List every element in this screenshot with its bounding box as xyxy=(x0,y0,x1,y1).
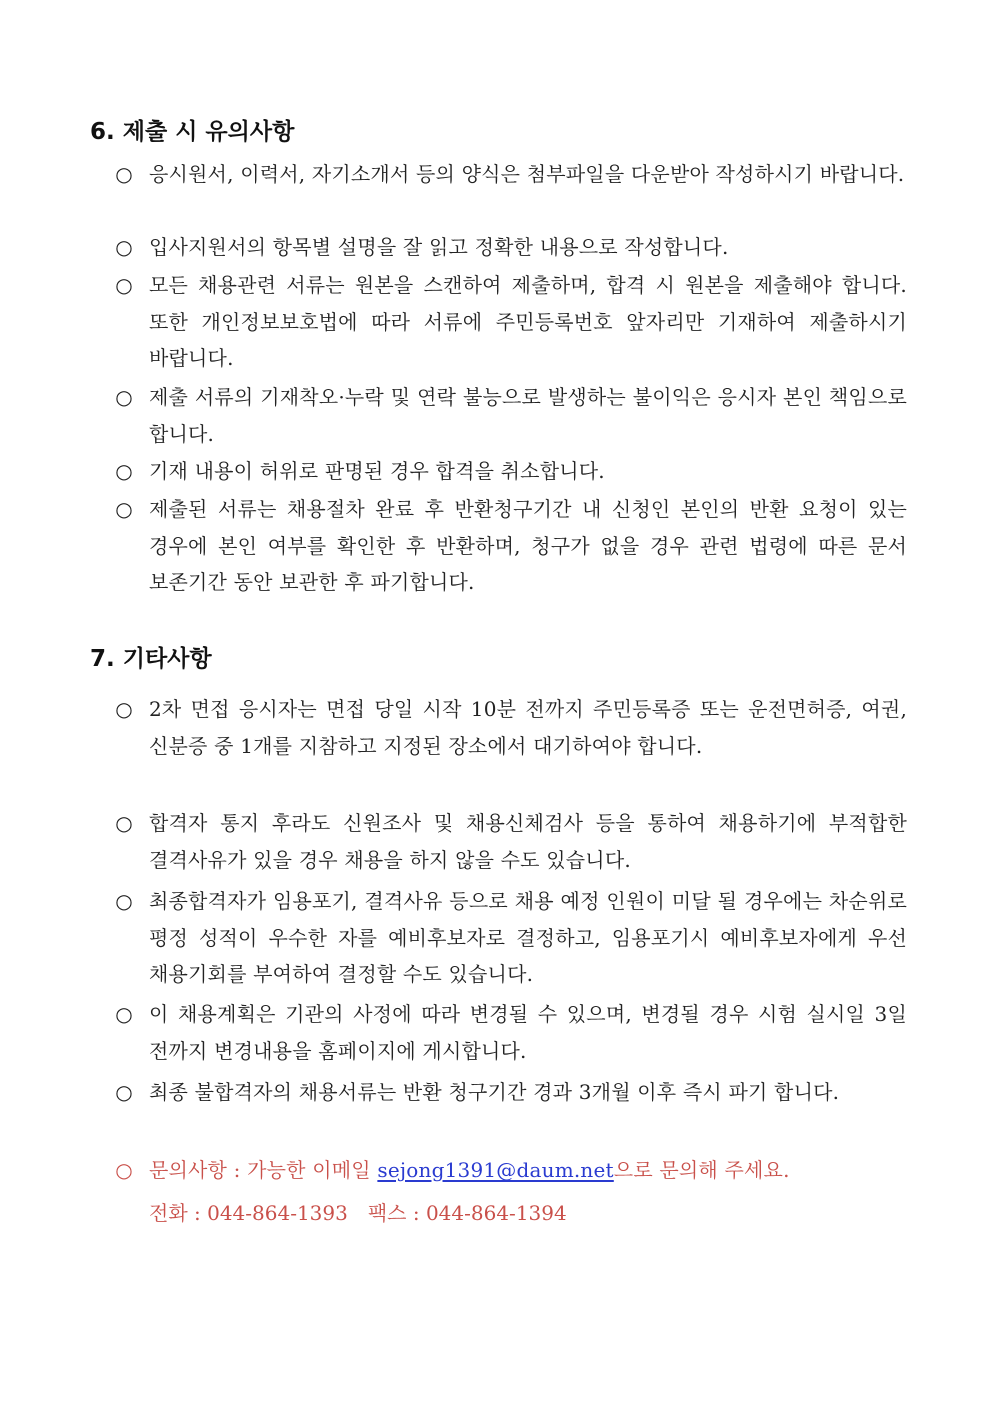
contact-line xyxy=(149,1152,907,1189)
contact-phone-fax xyxy=(149,1195,907,1231)
section-7-heading: 7. 기타사항 xyxy=(90,646,212,672)
list-item xyxy=(113,267,907,377)
list-item xyxy=(113,691,907,764)
list-item-text: 입사지원서의 항목별 설명을 잘 읽고 정확한 내용으로 작성합니다. xyxy=(149,235,729,259)
circle-bullet-icon: ○ xyxy=(115,697,133,721)
circle-bullet-icon: ○ xyxy=(115,385,133,409)
email-link[interactable]: sejong1391@daum.net xyxy=(377,1158,614,1182)
list-item xyxy=(113,156,907,193)
list-item-text: 최종합격자가 임용포기, 결격사유 등으로 채용 예정 인원이 미달 될 경우에는 차순위로 평정 성적이 우수한 자를 예비후보자로 결정하고, 임용포기시 예비후보자에게 우선 채용기회를 부여하여 결정할 수도 있습니다. xyxy=(149,889,907,986)
list-item-text: 합격자 통지 후라도 신원조사 및 채용신체검사 등을 통하여 채용하기에 부적합한 결격사유가 있을 경우 채용을 하지 않을 수도 있습니다. xyxy=(149,811,907,872)
circle-bullet-icon: ○ xyxy=(115,497,133,521)
contact-info xyxy=(113,1152,907,1231)
list-item-text: 최종 불합격자의 채용서류는 반환 청구기간 경과 3개월 이후 즉시 파기 합니다. xyxy=(149,1080,840,1104)
list-item-text: 모든 채용관련 서류는 원본을 스캔하여 제출하며, 합격 시 원본을 제출해야 합니다. 또한 개인정보보호법에 따라 서류에 주민등록번호 앞자리만 기재하여 제출하시기 바랍니다. xyxy=(149,273,907,370)
list-item xyxy=(113,883,907,993)
circle-bullet-icon: ○ xyxy=(115,1080,133,1104)
list-item-text: 2차 면접 응시자는 면접 당일 시작 10분 전까지 주민등록증 또는 운전면허증, 여권, 신분증 중 1개를 지참하고 지정된 장소에서 대기하여야 합니다. xyxy=(149,697,907,758)
circle-bullet-icon: ○ xyxy=(115,1002,133,1026)
list-item-text: 기재 내용이 허위로 판명된 경우 합격을 취소합니다. xyxy=(149,459,605,483)
section-6-heading: 6. 제출 시 유의사항 xyxy=(90,119,295,145)
list-item xyxy=(113,453,907,490)
list-item-text: 이 채용계획은 기관의 사정에 따라 변경될 수 있으며, 변경될 경우 시험 실시일 3일 전까지 변경내용을 홈페이지에 게시합니다. xyxy=(149,1002,907,1063)
circle-bullet-icon: ○ xyxy=(115,889,133,913)
list-item xyxy=(113,229,907,266)
list-item xyxy=(113,379,907,452)
circle-bullet-icon: ○ xyxy=(115,811,133,835)
list-item-text: 응시원서, 이력서, 자기소개서 등의 양식은 첨부파일을 다운받아 작성하시기 바랍니다. xyxy=(149,162,905,186)
list-item xyxy=(113,805,907,878)
circle-bullet-icon: ○ xyxy=(115,273,133,297)
circle-bullet-icon: ○ xyxy=(115,1158,133,1182)
list-item xyxy=(113,491,907,601)
circle-bullet-icon: ○ xyxy=(115,162,133,186)
contact-prefix: 문의사항 : 가능한 이메일 xyxy=(149,1158,378,1182)
list-item-text: 제출된 서류는 채용절차 완료 후 반환청구기간 내 신청인 본인의 반환 요청이 있는 경우에 본인 여부를 확인한 후 반환하며, 청구가 없을 경우 관련 법령에 따른 문서 보존기간 동안 보관한 후 파기합니다. xyxy=(149,497,907,594)
phone-number: 전화 : 044-864-1393 xyxy=(149,1200,348,1225)
circle-bullet-icon: ○ xyxy=(115,235,133,259)
list-item xyxy=(113,1074,907,1111)
list-item-text: 제출 서류의 기재착오·누락 및 연락 불능으로 발생하는 불이익은 응시자 본인 책임으로 합니다. xyxy=(149,385,907,446)
fax-number: 팩스 : 044-864-1394 xyxy=(367,1200,567,1225)
list-item xyxy=(113,996,907,1069)
contact-suffix: 으로 문의해 주세요. xyxy=(613,1158,790,1182)
circle-bullet-icon: ○ xyxy=(115,459,133,483)
